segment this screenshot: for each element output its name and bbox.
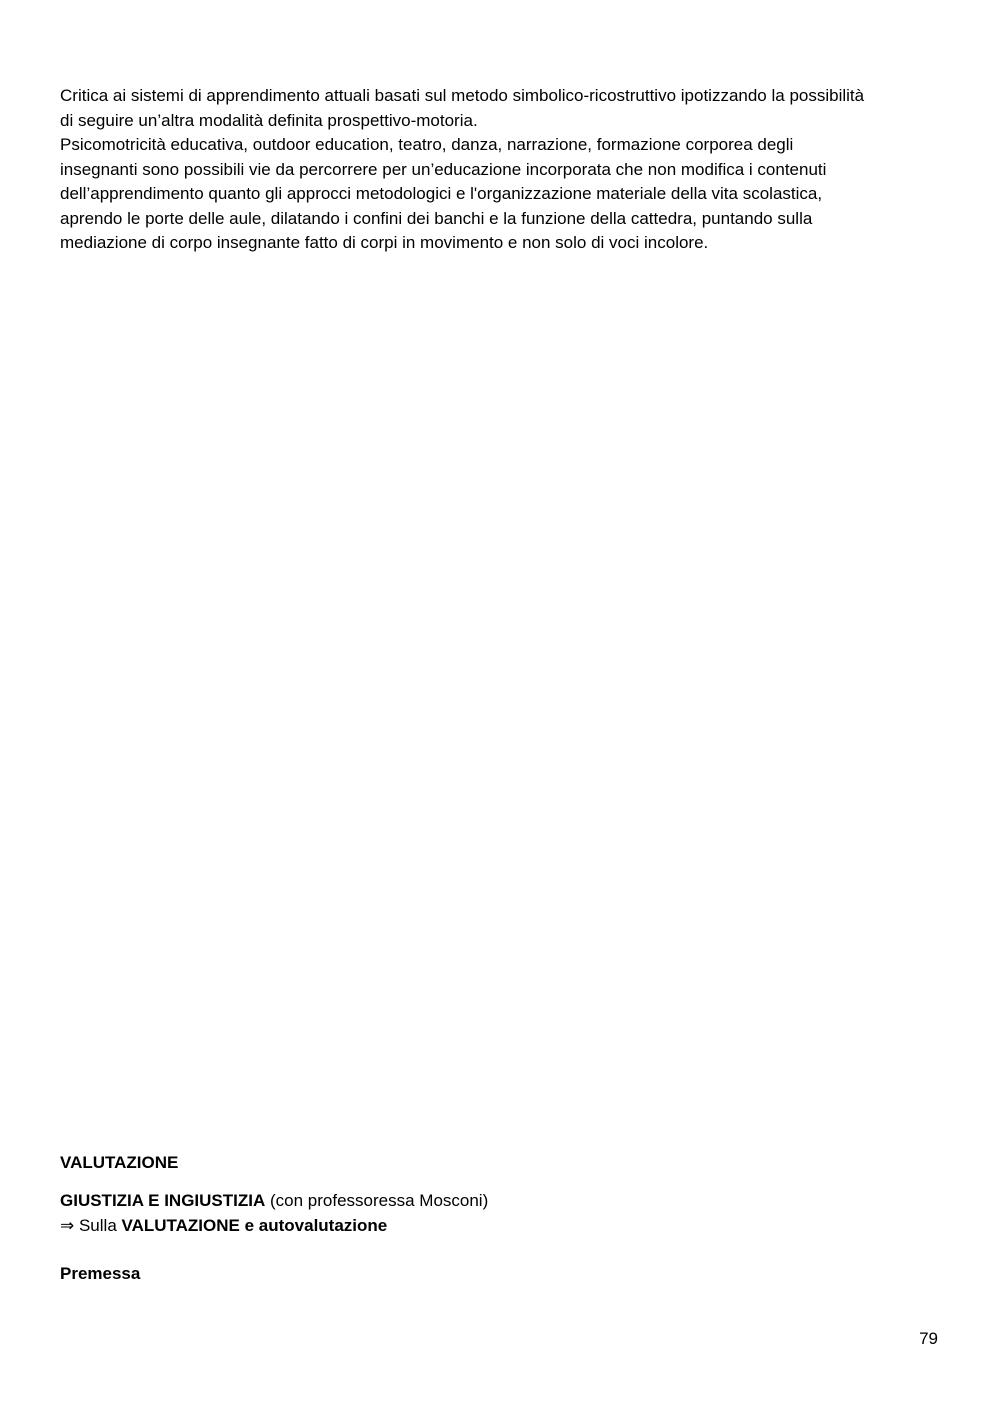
subheading-note: (con professoressa Mosconi) [265, 1191, 489, 1210]
double-arrow-icon: ⇒ [60, 1215, 75, 1235]
subheading-block [60, 1189, 488, 1238]
page-number: 79 [919, 1329, 938, 1348]
subheading-title: GIUSTIZIA E INGIUSTIZIA [60, 1191, 266, 1210]
intro-text [60, 84, 940, 256]
intro-line: aprendo le porte delle aule, dilatando i confini dei banchi e la funzione della cattedra, puntando sulla [60, 208, 813, 228]
intro-line: di seguire un’altra modalità definita prospettivo-motoria. [60, 110, 478, 130]
intro-line: mediazione di corpo insegnante fatto di corpi in movimento e non solo di voci incolore. [60, 233, 709, 252]
premessa-heading: Premessa [60, 1264, 141, 1283]
intro-line: dell’apprendimento quanto gli approcci metodologici e l'organizzazione materiale della vita scolastica, [60, 184, 823, 203]
intro-line: insegnanti sono possibili vie da percorrere per un’educazione incorporata che non modifica i contenuti [60, 159, 827, 179]
topic-prefix: Sulla [74, 1215, 122, 1235]
subheading-line [60, 1189, 488, 1214]
topic-autovalutazione: e autovalutazione [239, 1215, 388, 1235]
topic-line [60, 1214, 488, 1239]
section-heading: VALUTAZIONE [60, 1153, 179, 1172]
intro-line: Psicomotricità educativa, outdoor education, teatro, danza, narrazione, formazione corporea degli [60, 135, 794, 154]
topic-valutazione: VALUTAZIONE [121, 1215, 240, 1235]
intro-line: Critica ai sistemi di apprendimento attuali basati sul metodo simbolico-ricostruttivo ipotizzando la possibilità [60, 86, 865, 105]
